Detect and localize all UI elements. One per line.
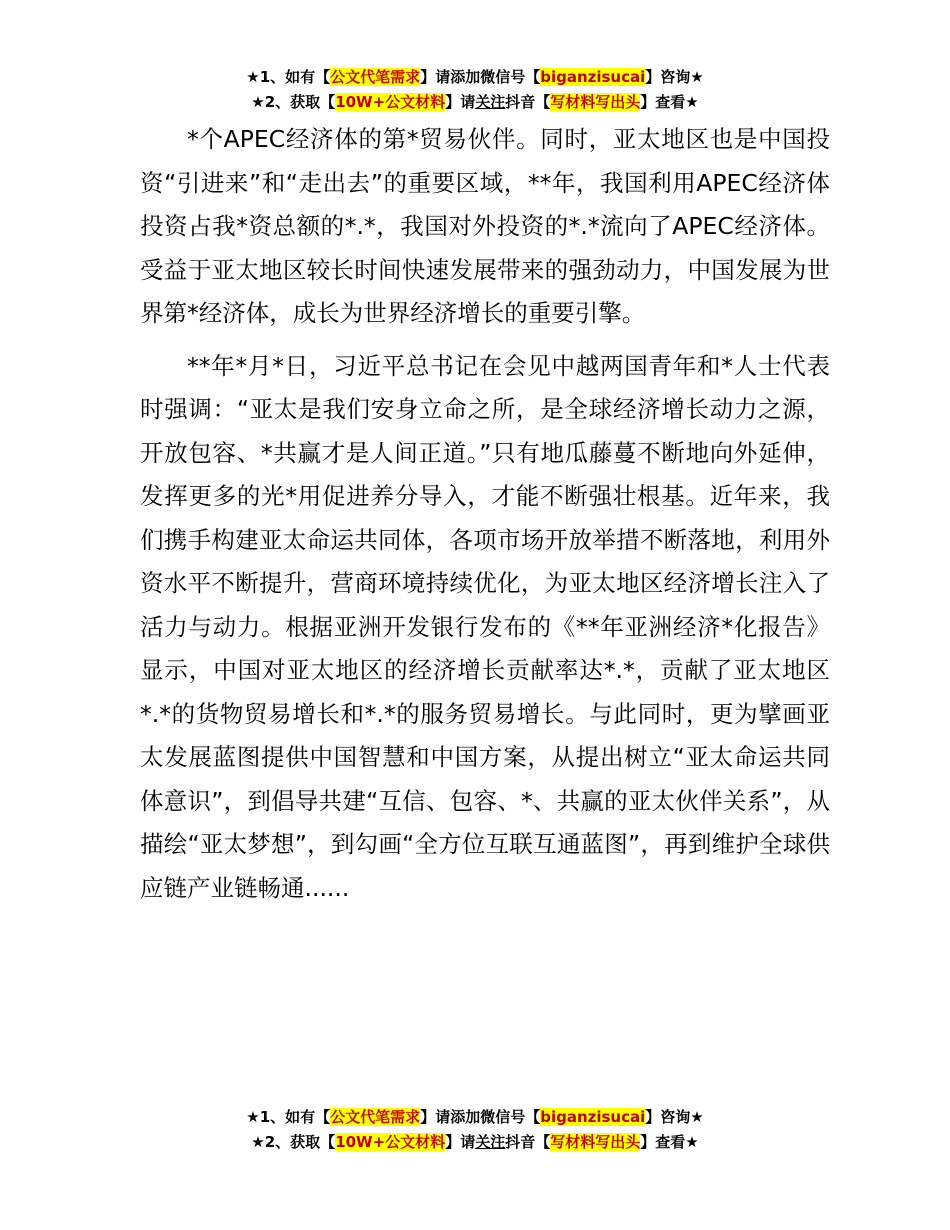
banner-line-1: ★1、如有【公文代笔需求】请添加微信号【biganzisucai】咨询★ <box>246 1108 704 1126</box>
document-body <box>140 118 830 910</box>
highlight-douyin-account: 写材料写出头 <box>550 1133 641 1151</box>
banner-line-2: ★2、获取【10W+公文材料】请关注抖音【写材料写出头】查看★ <box>251 1133 699 1151</box>
follow-text: 关注 <box>475 1133 506 1151</box>
highlight-materials: 10W+公文材料 <box>335 93 446 111</box>
highlight-wechat-id: biganzisucai <box>540 68 646 86</box>
banner-line-2: ★2、获取【10W+公文材料】请关注抖音【写材料写出头】查看★ <box>251 93 699 111</box>
follow-text: 关注 <box>475 93 506 111</box>
highlight-douyin-account: 写材料写出头 <box>550 93 641 111</box>
banner-line-1: ★1、如有【公文代笔需求】请添加微信号【biganzisucai】咨询★ <box>246 68 704 86</box>
paragraph-1: *个APEC经济体的第*贸易伙伴。同时，亚太地区也是中国投资“引进来”和“走出去”的重要区域，**年，我国利用APEC经济体投资占我*资总额的*.*，我国对外投资的*.*流向了APEC经济体。受益于亚太地区较长时间快速发展带来的强劲动力，中国发展为世界第*经济体，成长为世界经济增长的重要引擎。 <box>140 125 830 327</box>
header-banner <box>0 65 950 115</box>
paragraph-2: **年*月*日，习近平总书记在会见中越两国青年和*人士代表时强调：“亚太是我们安身立命之所，是全球经济增长动力之源，开放包容、*共赢才是人间正道。”只有地瓜藤蔓不断地向外延伸，发挥更多的光*用促进养分导入，才能不断强壮根基。近年来，我们携手构建亚太命运共同体，各项市场开放举措不断落地，利用外资水平不断提升，营商环境持续优化，为亚太地区经济增长注入了活力与动力。根据亚洲开发银行发布的《**年亚洲经济*化报告》显示，中国对亚太地区的经济增长贡献率达*.*，贡献了亚太地区*.*的货物贸易增长和*.*的服务贸易增长。与此同时，更为擘画亚太发展蓝图提供中国智慧和中国方案，从提出树立“亚太命运共同体意识”，到倡导共建“互信、包容、*、共赢的亚太伙伴关系”，从描绘“亚太梦想”，到勾画“全方位互联互通蓝图”，再到维护全球供应链产业链畅通...... <box>140 351 830 902</box>
highlight-ghostwriting: 公文代笔需求 <box>330 1108 421 1126</box>
footer-banner <box>0 1105 950 1155</box>
highlight-wechat-id: biganzisucai <box>540 1108 646 1126</box>
highlight-materials: 10W+公文材料 <box>335 1133 446 1151</box>
highlight-ghostwriting: 公文代笔需求 <box>330 68 421 86</box>
